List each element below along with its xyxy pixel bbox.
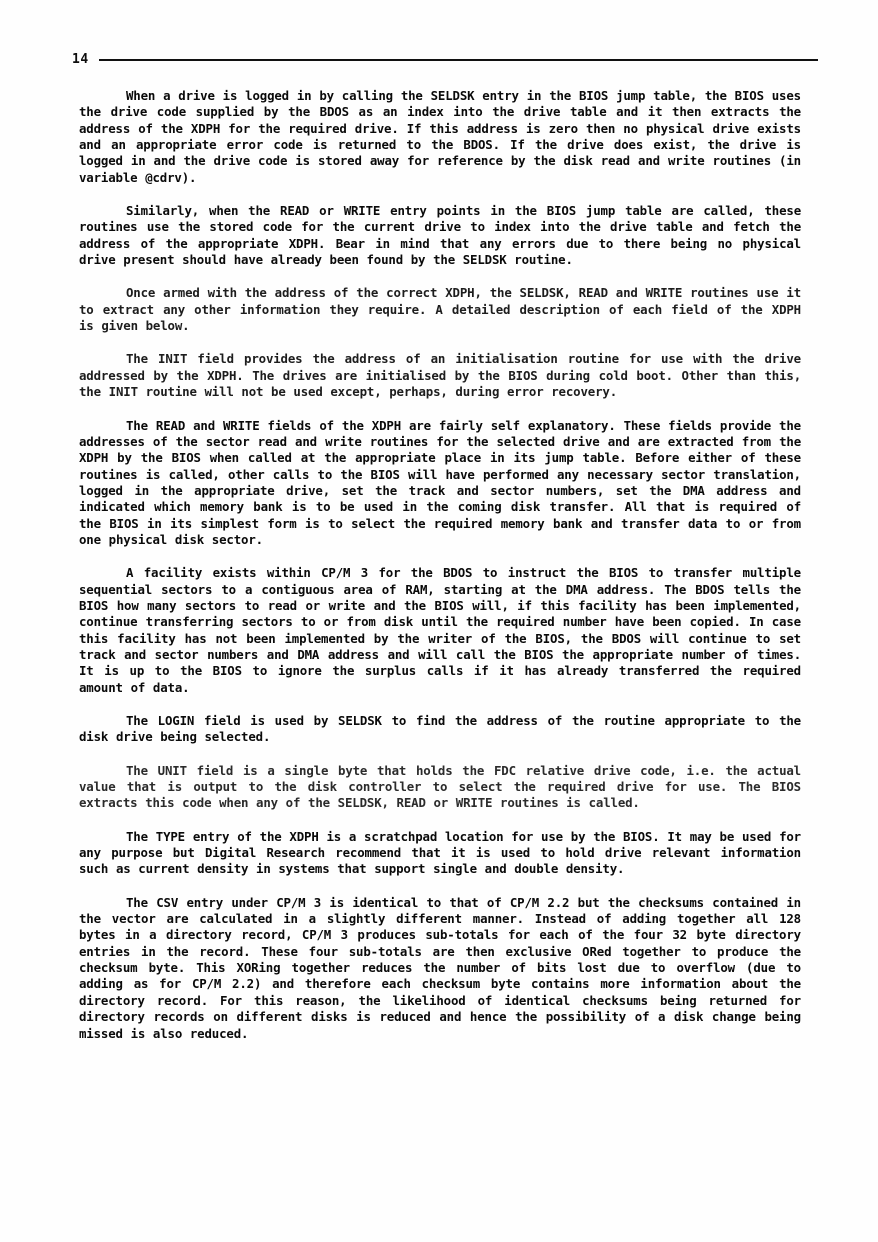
- paragraph-multisector-facility: A facility exists within CP/M 3 for the BDOS to instruct the BIOS to transfer multiple sequential sectors to a contiguous area of RAM, starting at the DMA address. The BDOS tells the BIOS how many sectors to read or write and the BIOS will, if this facility has been implemented, continue transferring sectors to or from disk until the required number have been copied. In case this facility has not been implemented by the writer of the BIOS, the BDOS will continue to set track and sector numbers and DMA address and will call the BIOS the appropriate number of times. It is up to the BIOS to ignore the surplus calls if it has already transferred the required amount of data.: [79, 565, 801, 695]
- paragraph-xdph-address: Once armed with the address of the correct XDPH, the SELDSK, READ and WRITE routines use it to extract any other information they require. A detailed description of each field of the XDPH is given below.: [79, 285, 801, 334]
- body-text: [79, 88, 801, 1042]
- paragraph-unit-field: The UNIT field is a single byte that holds the FDC relative drive code, i.e. the actual value that is output to the disk controller to select the required drive for use. The BIOS extracts this code when any of the SELDSK, READ or WRITE routines is called.: [79, 762, 801, 811]
- paragraph-login-field: The LOGIN field is used by SELDSK to find the address of the routine appropriate to the disk drive being selected.: [79, 713, 801, 745]
- paragraph-type-entry: The TYPE entry of the XDPH is a scratchpad location for use by the BIOS. It may be used for any purpose but Digital Research recommend that it is used to hold drive relevant information such as current density in systems that support single and double density.: [79, 828, 801, 877]
- paragraph-read-write-entry-points: Similarly, when the READ or WRITE entry points in the BIOS jump table are called, these routines use the stored code for the current drive to index into the drive table and fetch the address of the appropriate XDPH. Bear in mind that any errors due to there being no physical drive present should have already been found by the SELDSK routine.: [79, 203, 801, 268]
- paragraph-init-field: The INIT field provides the address of an initialisation routine for use with the drive addressed by the XDPH. The drives are initialised by the BIOS during cold boot. Other than this, the INIT routine will not be used except, perhaps, during error recovery.: [79, 351, 801, 400]
- paragraph-csv-entry: The CSV entry under CP/M 3 is identical to that of CP/M 2.2 but the checksums contained in the vector are calculated in a slightly different manner. Instead of adding together all 128 bytes in a directory record, CP/M 3 produces sub-totals for each of the four 32 byte directory entries in the record. These four sub-totals are then exclusive ORed together to produce the checksum byte. This XORing together reduces the number of bits lost due to overflow (due to adding as for CP/M 2.2) and therefore each checksum byte contains more information about the directory record. For this reason, the likelihood of identical checksums being returned for directory records on different disks is reduced and hence the possibility of a disk change being missed is also reduced.: [79, 894, 801, 1041]
- paragraph-seldsk-logon: When a drive is logged in by calling the SELDSK entry in the BIOS jump table, the BIOS uses the drive code supplied by the BDOS as an index into the drive table and it then extracts the address of the XDPH for the required drive. If this address is zero then no physical drive exists and an appropriate error code is returned to the BDOS. If the drive does exist, the drive is logged in and the drive code is stored away for reference by the disk read and write routines (in variable @cdrv).: [79, 88, 801, 185]
- header-rule: [99, 59, 818, 61]
- page-number: 14: [72, 51, 89, 67]
- page-header: [72, 48, 818, 70]
- paragraph-read-write-fields: The READ and WRITE fields of the XDPH are fairly self explanatory. These fields provide the addresses of the sector read and write routines for the selected drive and are extracted from the XDPH by the BIOS when called at the appropriate place in its jump table. Before either of these routines is called, other calls to the BIOS will have performed any necessary sector translation, logged in the appropriate drive, set the track and sector numbers, set the DMA address and indicated which memory bank is to be used in the coming disk transfer. All that is required of the BIOS in its simplest form is to select the required memory bank and transfer data to or from one physical disk sector.: [79, 417, 801, 547]
